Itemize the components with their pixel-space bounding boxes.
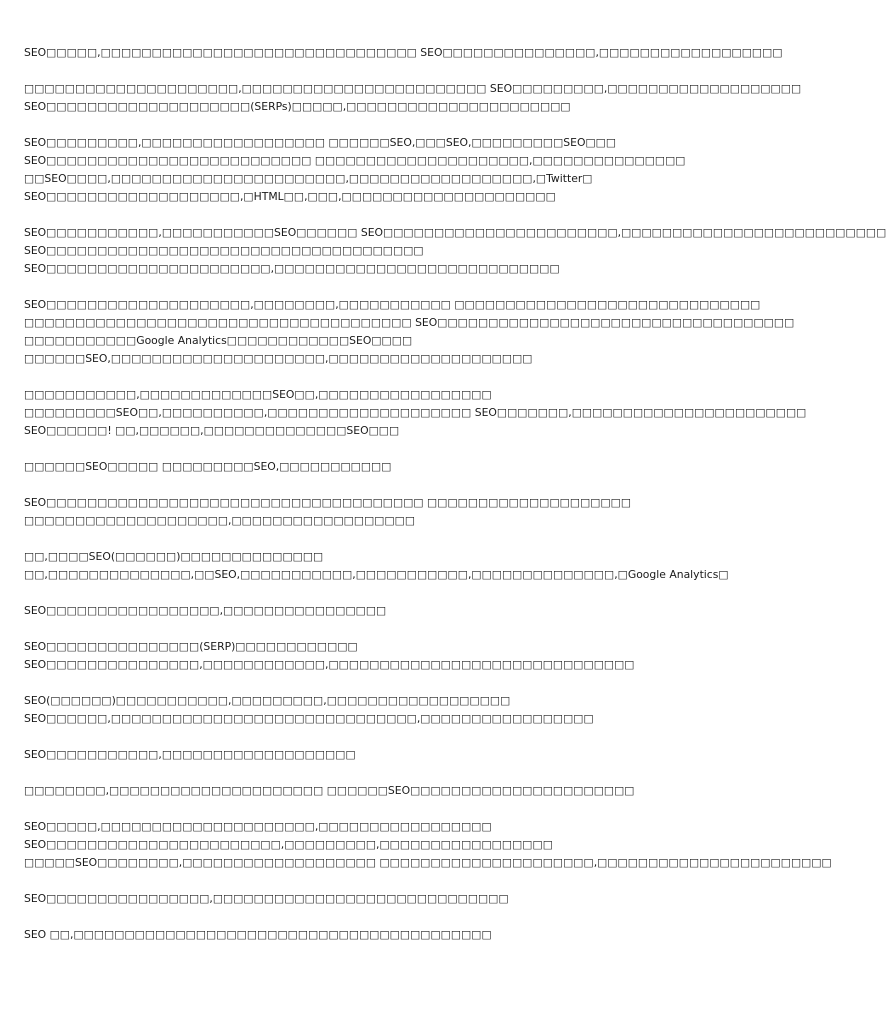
paragraph-2 <box>24 80 802 116</box>
text-line: □□□□□□SEO□□□□□ □□□□□□□□□SEO,□□□□□□□□□□□ <box>24 460 392 473</box>
paragraph-4 <box>24 224 886 278</box>
text-line: SEO□□□□□□□□□□□□□□□,□□□□□□□□□□□□,□□□□□□□□□□□□□□□□□□□□□□□□□□□□□□ <box>24 658 635 671</box>
text-line: SEO□□□□□□□□□□□□□□□□□□□□□□□□□□□□□□□□□□□□□ □□□□□□□□□□□□□□□□□□□□ <box>24 496 632 509</box>
paragraph-17 <box>24 926 700 944</box>
text-line: SEO□□□□□□□□□□□□□□□□□□□,□HTML□□,□□□,□□□□□□□□□□□□□□□□□□□□□ <box>24 190 556 203</box>
text-line: □□□□□□SEO,□□□□□□□□□□□□□□□□□□□□□,□□□□□□□□□□□□□□□□□□□□ <box>24 352 533 365</box>
text-line: SEO□□□□□□□□□□□□□□□(SERP)□□□□□□□□□□□□ <box>24 640 358 653</box>
paragraph-12 <box>24 692 700 728</box>
text-line: SEO□□□□□,□□□□□□□□□□□□□□□□□□□□□,□□□□□□□□□□□□□□□□□ <box>24 820 492 833</box>
paragraph-3 <box>24 134 700 206</box>
text-line: SEO□□□□□□□□□□□,□□□□□□□□□□□□□□□□□□□ <box>24 748 356 761</box>
text-line: SEO□□□□□□□□□□□□□□□□□□□□□□□,□□□□□□□□□,□□□□□□□□□□□□□□□□□ <box>24 838 553 851</box>
text-line: SEO□□□□□□□□□□□□□□□□□□□□□□□□□□ □□□□□□□□□□□□□□□□□□□□□,□□□□□□□□□□□□□□□ <box>24 154 686 167</box>
paragraph-10 <box>24 602 700 620</box>
text-line: SEO□□□□□□□□□□□□□□□□□□□□(SERPs)□□□□□,□□□□□□□□□□□□□□□□□□□□□□ <box>24 100 571 113</box>
text-line: SEO□□□□□,□□□□□□□□□□□□□□□□□□□□□□□□□□□□□□□ SEO□□□□□□□□□□□□□□□,□□□□□□□□□□□□□□□□□□ <box>24 46 783 59</box>
text-line: □□□□□□□□,□□□□□□□□□□□□□□□□□□□□□ □□□□□□SEO□□□□□□□□□□□□□□□□□□□□□□ <box>24 784 635 797</box>
text-line: SEO□□□□□□! □□,□□□□□□,□□□□□□□□□□□□□□SEO□□□ <box>24 424 400 437</box>
text-line: □□□□□□□□□□□□□□□□□□□□□,□□□□□□□□□□□□□□□□□□□□□□□□ SEO□□□□□□□□□,□□□□□□□□□□□□□□□□□□□ <box>24 82 802 95</box>
paragraph-8 <box>24 494 700 530</box>
paragraph-9 <box>24 548 729 584</box>
paragraph-5 <box>24 296 795 368</box>
text-line: SEO□□□□□□□□□□□□□□□□,□□□□□□□□□□□□□□□□□□□□□□□□□□□□□ <box>24 892 509 905</box>
paragraph-13 <box>24 746 700 764</box>
paragraph-16 <box>24 890 700 908</box>
text-line: SEO□□□□□□□□□□□□□□□□□□□□□□□□□□□□□□□□□□□□□ <box>24 244 424 257</box>
text-line: □□□□□□□□□□□□□□□□□□□□,□□□□□□□□□□□□□□□□□□ <box>24 514 416 527</box>
text-line: □□□□□□□□□□□,□□□□□□□□□□□□□SEO□□,□□□□□□□□□□□□□□□□□ <box>24 388 492 401</box>
text-line: □□□□□SEO□□□□□□□□,□□□□□□□□□□□□□□□□□□□ □□□□□□□□□□□□□□□□□□□□□,□□□□□□□□□□□□□□□□□□□□□□□ <box>24 856 832 869</box>
text-line: □□□□□□□□□□□Google Analytics□□□□□□□□□□□□SEO□□□□ <box>24 334 413 347</box>
text-line: SEO□□□□□□□□□□□□□□□□□□□□,□□□□□□□□,□□□□□□□□□□□ □□□□□□□□□□□□□□□□□□□□□□□□□□□□□□ <box>24 298 761 311</box>
paragraph-6 <box>24 386 807 440</box>
text-line: □□SEO□□□□,□□□□□□□□□□□□□□□□□□□□□□□,□□□□□□□□□□□□□□□□□□,□Twitter□ <box>24 172 593 185</box>
paragraph-7 <box>24 458 700 476</box>
paragraph-1 <box>24 44 783 62</box>
text-line: □□,□□□□□□□□□□□□□□,□□SEO,□□□□□□□□□□□,□□□□□□□□□□□,□□□□□□□□□□□□□□,□Google Analytics□ <box>24 568 729 581</box>
text-line: SEO□□□□□□□□□□□□□□□□□,□□□□□□□□□□□□□□□□ <box>24 604 387 617</box>
text-line: SEO(□□□□□□)□□□□□□□□□□□,□□□□□□□□□,□□□□□□□□□□□□□□□□□□ <box>24 694 511 707</box>
text-line: SEO□□□□□□□□□,□□□□□□□□□□□□□□□□□□ □□□□□□SEO,□□□SEO,□□□□□□□□□SEO□□□ <box>24 136 617 149</box>
text-line: □□□□□□□□□SEO□□,□□□□□□□□□□,□□□□□□□□□□□□□□□□□□□□ SEO□□□□□□□,□□□□□□□□□□□□□□□□□□□□□□□ <box>24 406 807 419</box>
text-line: SEO□□□□□□□□□□□,□□□□□□□□□□□SEO□□□□□□ SEO□□□□□□□□□□□□□□□□□□□□□□□,□□□□□□□□□□□□□□□□□□□□□□□□□□ <box>24 226 886 239</box>
text-line: □□□□□□□□□□□□□□□□□□□□□□□□□□□□□□□□□□□□□□ SEO□□□□□□□□□□□□□□□□□□□□□□□□□□□□□□□□□□□ <box>24 316 795 329</box>
paragraph-11 <box>24 638 700 674</box>
text-line: SEO□□□□□□□□□□□□□□□□□□□□□□,□□□□□□□□□□□□□□□□□□□□□□□□□□□□ <box>24 262 560 275</box>
paragraph-14 <box>24 782 700 800</box>
text-line: SEO □□,□□□□□□□□□□□□□□□□□□□□□□□□□□□□□□□□□□□□□□□□□ <box>24 928 492 941</box>
text-line: □□,□□□□SEO(□□□□□□)□□□□□□□□□□□□□□ <box>24 550 324 563</box>
text-line: SEO□□□□□□,□□□□□□□□□□□□□□□□□□□□□□□□□□□□□□,□□□□□□□□□□□□□□□□□ <box>24 712 594 725</box>
paragraph-15 <box>24 818 832 872</box>
